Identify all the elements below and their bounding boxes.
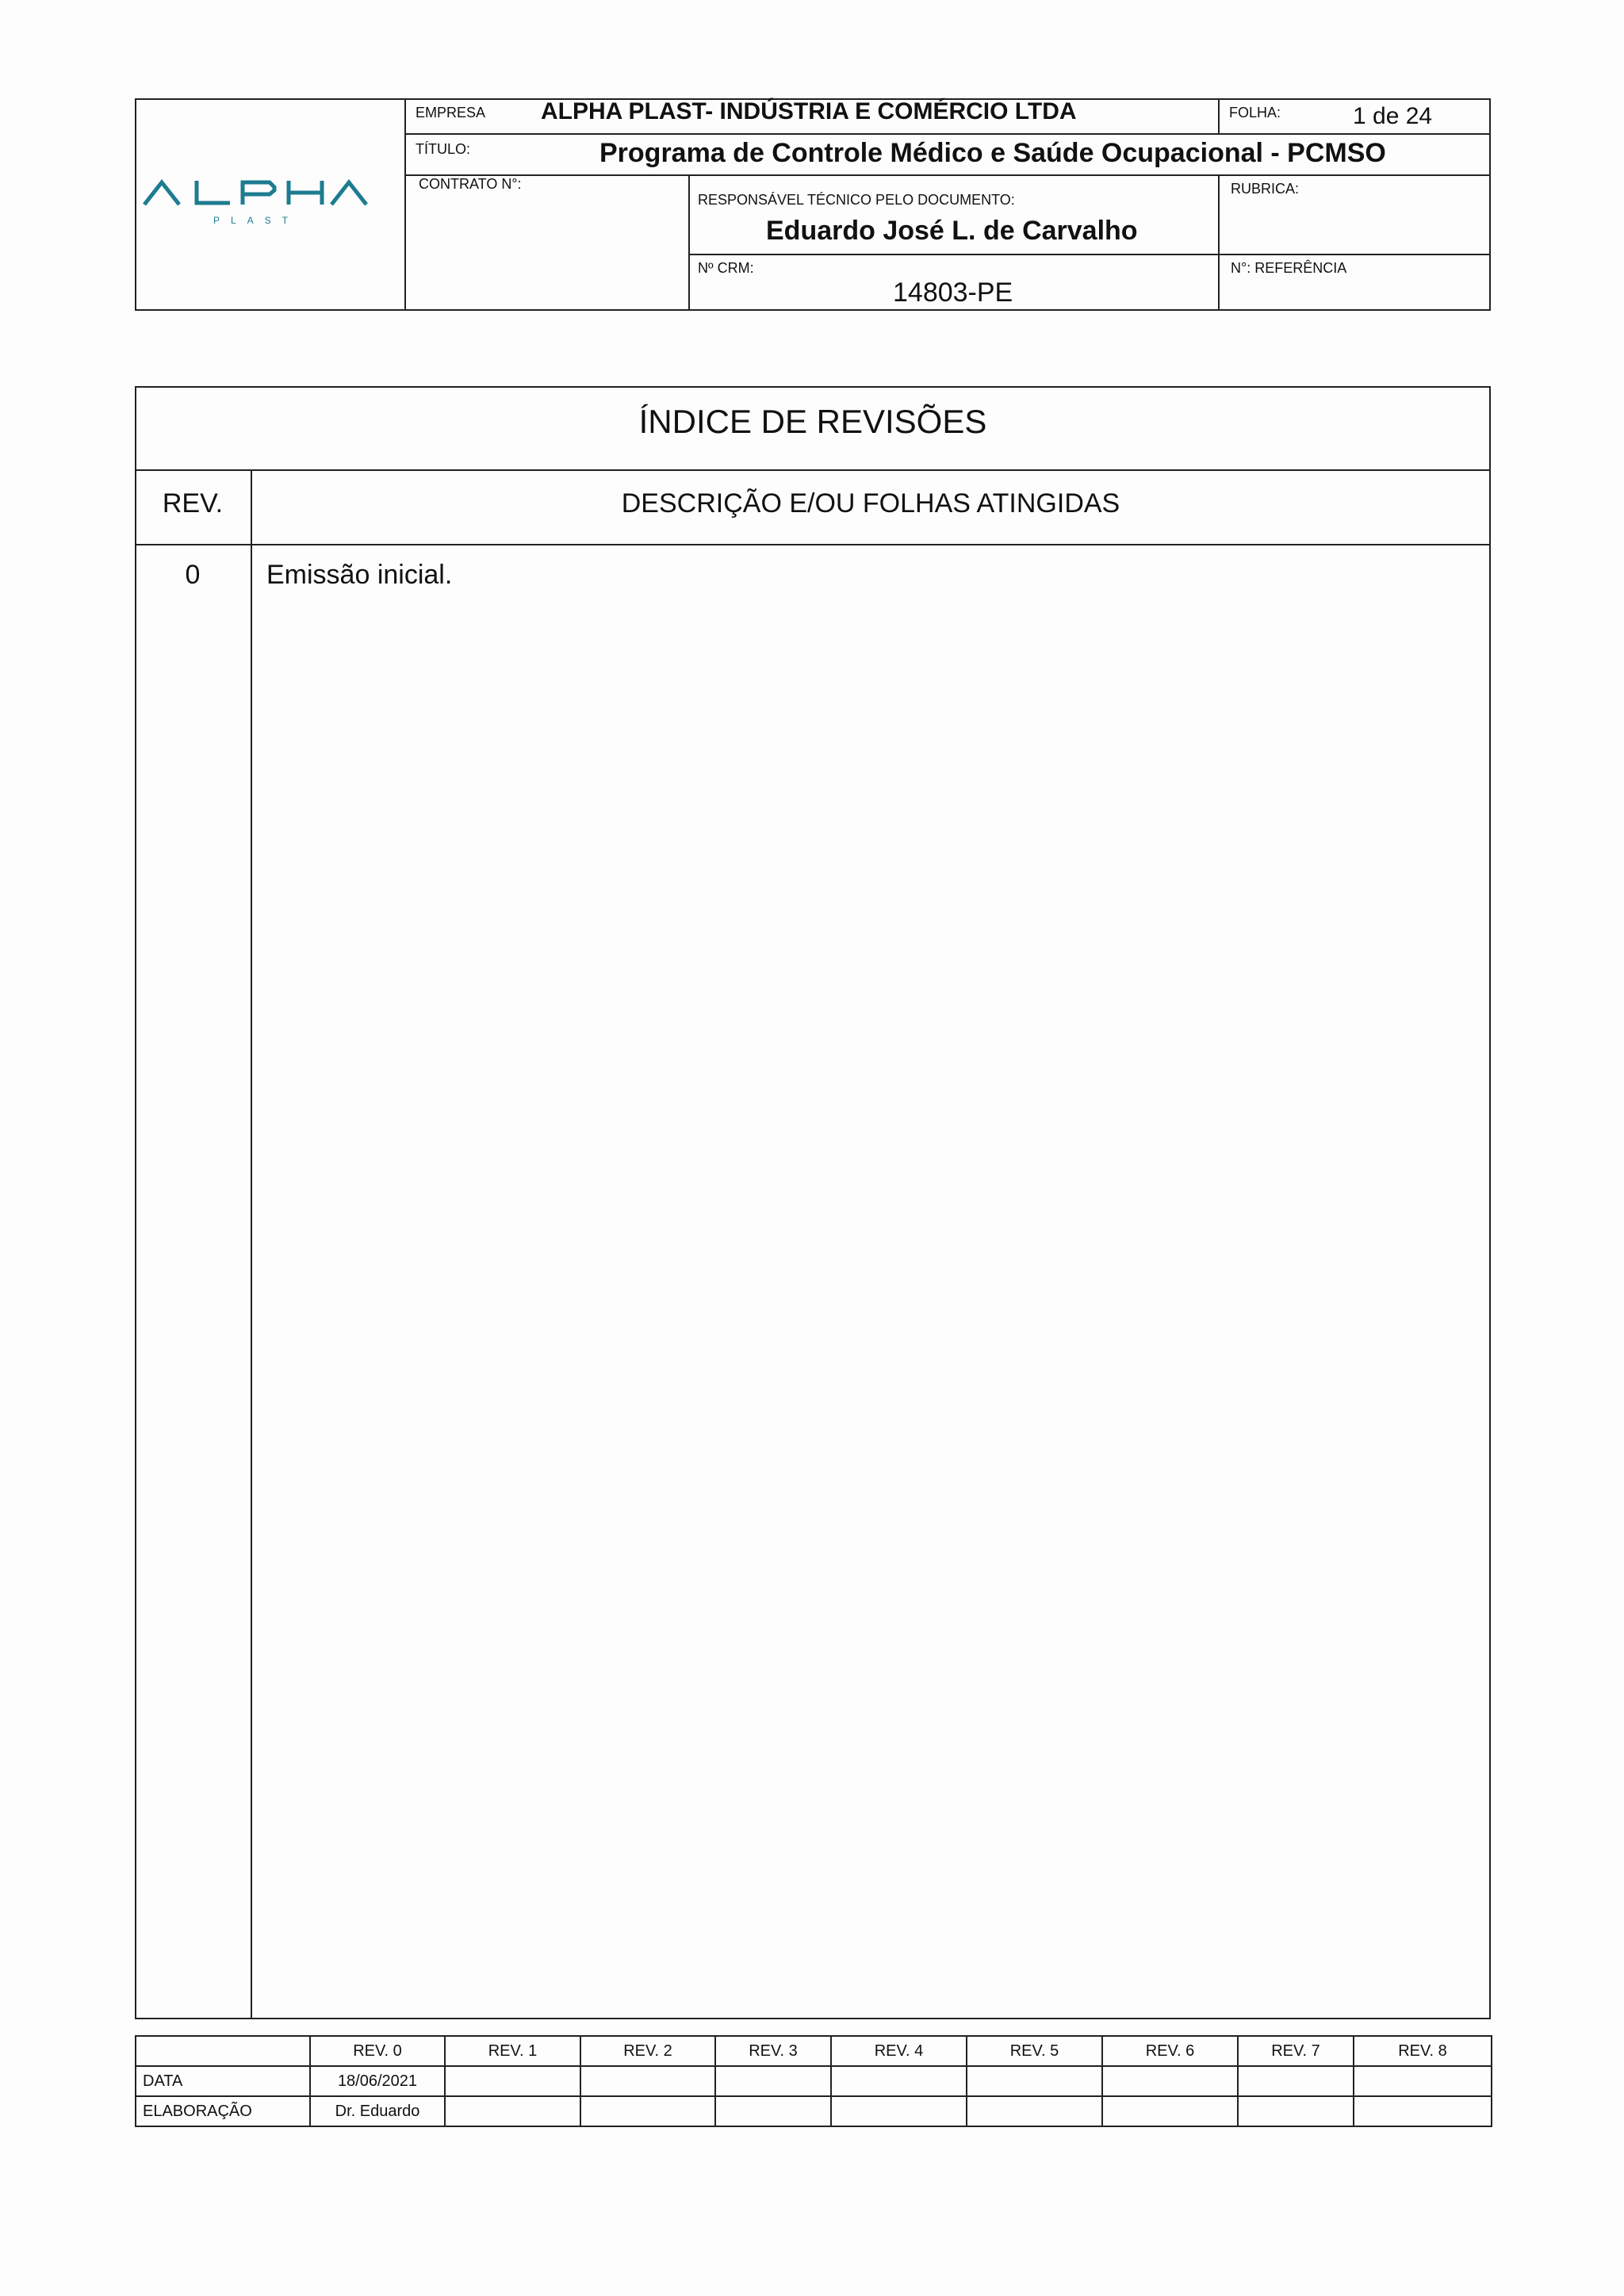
crm-value: 14803-PE xyxy=(893,277,1013,308)
footer-header-rev1: REV. 1 xyxy=(445,2036,580,2066)
empresa-label: EMPRESA xyxy=(416,105,486,121)
titulo-label: TÍTULO: xyxy=(416,141,471,157)
revision-row-rev: 0 xyxy=(185,560,201,590)
footer-header-rev4: REV. 4 xyxy=(831,2036,967,2066)
responsavel-label: RESPONSÁVEL TÉCNICO PELO DOCUMENTO: xyxy=(698,192,1015,208)
footer-cell xyxy=(1354,2096,1492,2126)
footer-header-rev8: REV. 8 xyxy=(1354,2036,1492,2066)
titulo-value: Programa de Controle Médico e Saúde Ocupacional - PCMSO xyxy=(599,138,1386,168)
footer-cell xyxy=(445,2066,580,2096)
footer-header-rev7: REV. 7 xyxy=(1238,2036,1354,2066)
footer-cell xyxy=(715,2066,831,2096)
folha-label: FOLHA: xyxy=(1229,105,1281,121)
rev-column-divider xyxy=(251,469,252,2019)
footer-header-rev5: REV. 5 xyxy=(967,2036,1102,2066)
footer-header-row xyxy=(136,2036,1492,2066)
footer-data-row xyxy=(136,2096,1492,2126)
svg-text:PLAST: PLAST xyxy=(213,215,300,226)
footer-corner-cell xyxy=(136,2036,310,2066)
footer-cell xyxy=(580,2096,715,2126)
footer-cell xyxy=(1354,2066,1492,2096)
footer-cell xyxy=(967,2066,1102,2096)
folha-value: 1 de 24 xyxy=(1353,103,1433,129)
footer-cell: Dr. Eduardo xyxy=(310,2096,445,2126)
revision-row-desc: Emissão inicial. xyxy=(266,560,453,590)
rev-title-divider xyxy=(135,469,1491,471)
responsavel-value: Eduardo José L. de Carvalho xyxy=(766,216,1138,246)
footer-cell xyxy=(831,2096,967,2126)
footer-cell xyxy=(580,2066,715,2096)
footer-cell xyxy=(1238,2066,1354,2096)
footer-cell: 18/06/2021 xyxy=(310,2066,445,2096)
footer-header-rev2: REV. 2 xyxy=(580,2036,715,2066)
footer-cell xyxy=(1102,2096,1238,2126)
footer-header-rev6: REV. 6 xyxy=(1102,2036,1238,2066)
footer-data-row xyxy=(136,2066,1492,2096)
revision-index-title: ÍNDICE DE REVISÕES xyxy=(638,403,987,440)
referencia-label: N°: REFERÊNCIA xyxy=(1231,260,1347,276)
contrato-cell xyxy=(404,174,690,311)
footer-cell xyxy=(1102,2066,1238,2096)
alpha-plast-logo xyxy=(143,179,370,228)
footer-row-label: ELABORAÇÃO xyxy=(136,2096,310,2126)
rev-header-divider xyxy=(135,544,1491,545)
footer-cell xyxy=(715,2096,831,2126)
footer-cell xyxy=(831,2066,967,2096)
desc-column-header: DESCRIÇÃO E/OU FOLHAS ATINGIDAS xyxy=(621,488,1120,519)
footer-row-label: DATA xyxy=(136,2066,310,2096)
footer-cell xyxy=(1238,2096,1354,2126)
footer-header-rev3: REV. 3 xyxy=(715,2036,831,2066)
revision-control-table xyxy=(135,2035,1492,2127)
crm-label: Nº CRM: xyxy=(698,260,754,276)
revision-index-box xyxy=(135,386,1491,2019)
empresa-value: ALPHA PLAST- INDÚSTRIA E COMÉRCIO LTDA xyxy=(541,98,1077,124)
footer-header-rev0: REV. 0 xyxy=(310,2036,445,2066)
rev-column-header: REV. xyxy=(162,488,224,519)
rubrica-label: RUBRICA: xyxy=(1231,181,1300,197)
footer-cell xyxy=(445,2096,580,2126)
contrato-label: CONTRATO N°: xyxy=(419,176,522,192)
footer-cell xyxy=(967,2096,1102,2126)
